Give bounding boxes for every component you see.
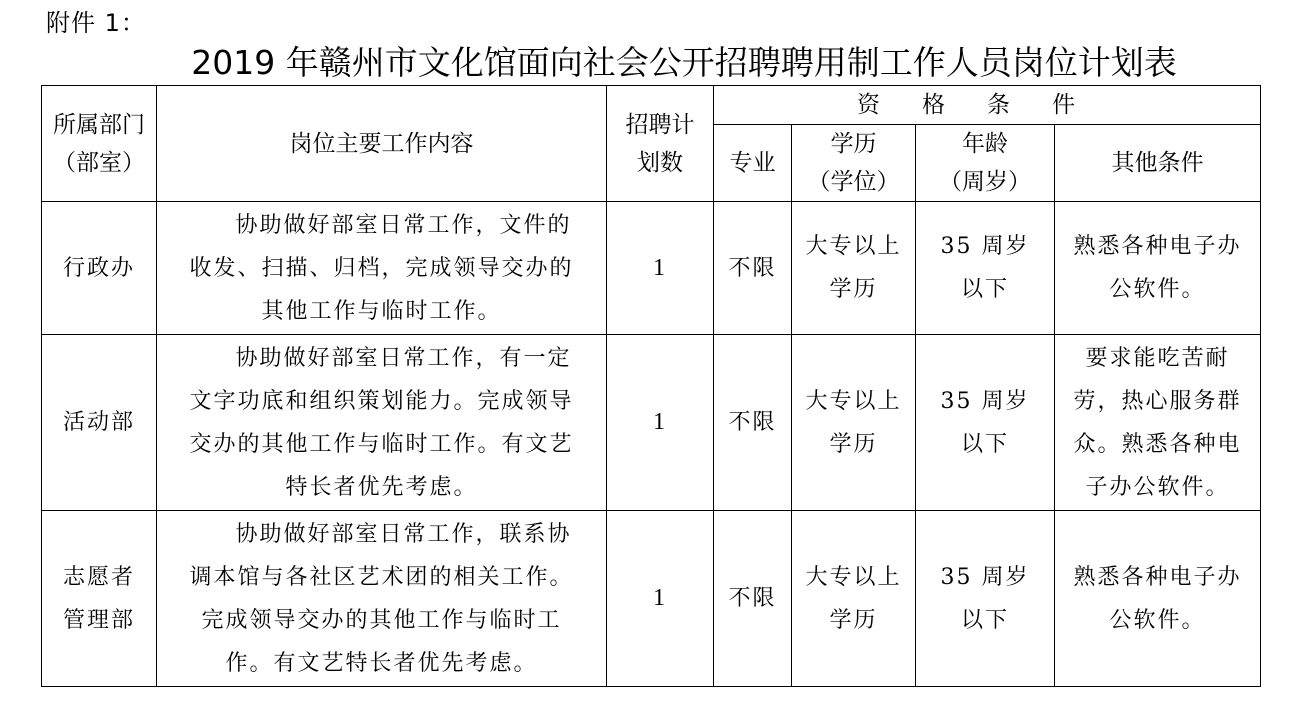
header-age-line1: 年龄 xyxy=(962,131,1008,157)
plan-count-cell: 1 xyxy=(607,511,714,687)
table-row xyxy=(42,335,1261,511)
header-qualifications: 资格条件 xyxy=(714,86,1261,125)
education-line2: 学历 xyxy=(829,607,878,633)
duties-cell xyxy=(157,335,607,511)
header-other: 其他条件 xyxy=(1055,125,1261,202)
department-cell xyxy=(42,511,157,687)
other-line: 熟悉各种电子办 xyxy=(1073,564,1242,590)
major-cell: 不限 xyxy=(714,511,792,687)
header-education-line1: 学历 xyxy=(830,131,877,157)
duties-line: 完成领导交办的其他工作与临时工 xyxy=(201,607,562,633)
education-cell xyxy=(792,511,916,687)
header-plan-count xyxy=(607,86,714,202)
age-cell xyxy=(916,511,1055,687)
duties-line: 协助做好部室日常工作，有一定 xyxy=(235,345,572,371)
other-line: 劳，热心服务群 xyxy=(1073,388,1242,414)
header-major: 专业 xyxy=(714,125,792,202)
header-row-1 xyxy=(42,86,1261,125)
document-title: 2019 年赣州市文化馆面向社会公开招聘聘用制工作人员岗位计划表 xyxy=(191,43,1177,82)
duties-line: 作。有文艺特长者优先考虑。 xyxy=(225,650,538,676)
duties-line: 其他工作与临时工作。 xyxy=(261,298,502,324)
education-line1: 大专以上 xyxy=(805,234,902,259)
department-name: 活动部 xyxy=(62,410,135,435)
header-department-line1: 所属部门 xyxy=(53,111,145,138)
header-education-line2: （学位） xyxy=(807,169,900,195)
duties-line: 协助做好部室日常工作，文件的 xyxy=(235,212,572,238)
duties-cell xyxy=(157,202,607,335)
other-line: 要求能吃苦耐 xyxy=(1085,345,1230,371)
other-line: 众。熟悉各种电 xyxy=(1073,431,1242,457)
education-line1: 大专以上 xyxy=(805,388,902,414)
education-cell xyxy=(792,202,916,335)
attachment-label: 附件 1： xyxy=(46,9,146,37)
duties-line: 调本馆与各社区艺术团的相关工作。 xyxy=(189,564,574,590)
education-cell xyxy=(792,335,916,511)
header-duties: 岗位主要工作内容 xyxy=(157,86,607,202)
education-line2: 学历 xyxy=(829,431,878,457)
department-name-line2: 管理部 xyxy=(62,607,135,633)
other-line: 熟悉各种电子办 xyxy=(1073,234,1242,259)
age-line2: 以下 xyxy=(960,431,1009,457)
recruitment-plan-table xyxy=(41,85,1261,687)
plan-count-cell: 1 xyxy=(607,202,714,335)
duties-line: 交办的其他工作与临时工作。有文艺 xyxy=(189,431,574,457)
department-name: 行政办 xyxy=(62,255,135,281)
other-conditions-cell xyxy=(1055,335,1261,511)
education-line1: 大专以上 xyxy=(805,564,902,590)
header-age-line2: （周岁） xyxy=(939,169,1031,195)
other-line: 公软件。 xyxy=(1109,277,1206,302)
age-line2: 以下 xyxy=(960,277,1009,302)
department-name-line1: 志愿者 xyxy=(62,564,135,590)
department-cell xyxy=(42,335,157,511)
table-row xyxy=(42,202,1261,335)
header-department xyxy=(42,86,157,202)
duties-line: 文字功底和组织策划能力。完成领导 xyxy=(189,388,574,414)
other-conditions-cell xyxy=(1055,511,1261,687)
header-department-line2: （部室） xyxy=(53,149,145,176)
age-cell xyxy=(916,335,1055,511)
other-line: 子办公软件。 xyxy=(1085,474,1230,500)
duties-line: 收发、扫描、归档，完成领导交办的 xyxy=(189,255,574,281)
header-education xyxy=(792,125,916,202)
header-age xyxy=(916,125,1055,202)
table-row xyxy=(42,511,1261,687)
age-line1: 35 周岁 xyxy=(940,564,1030,590)
major-cell: 不限 xyxy=(714,335,792,511)
education-line2: 学历 xyxy=(829,277,878,302)
duties-cell xyxy=(157,511,607,687)
duties-line: 特长者优先考虑。 xyxy=(285,474,478,500)
duties-line: 协助做好部室日常工作，联系协 xyxy=(235,521,572,547)
age-line1: 35 周岁 xyxy=(940,388,1030,414)
other-conditions-cell xyxy=(1055,202,1261,335)
age-line1: 35 周岁 xyxy=(940,234,1030,259)
other-line: 公软件。 xyxy=(1109,607,1206,633)
header-plan-line1: 招聘计 xyxy=(625,111,695,138)
major-cell: 不限 xyxy=(714,202,792,335)
department-cell xyxy=(42,202,157,335)
age-line2: 以下 xyxy=(960,607,1009,633)
age-cell xyxy=(916,202,1055,335)
header-plan-line2: 划数 xyxy=(637,149,683,176)
plan-count-cell: 1 xyxy=(607,335,714,511)
